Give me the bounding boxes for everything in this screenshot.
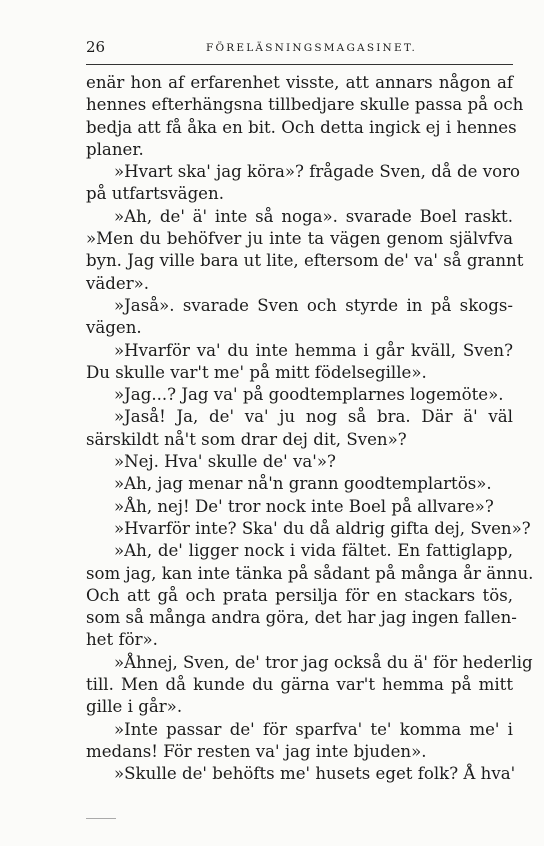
paragraph: [86, 206, 524, 295]
paragraph: [86, 451, 513, 473]
paragraph: [86, 496, 513, 518]
text-line: »Ah, de' ligger nock i vida fältet. En fattiglapp,: [114, 541, 513, 561]
text-line: »Åhnej, Sven, de' tror jag också du ä' för hederlig: [114, 652, 533, 672]
body-text: [86, 72, 534, 786]
text-line: het för».: [86, 630, 158, 650]
paragraph: [86, 340, 513, 385]
text-line: som jag, kan inte tänka på sådant på många år ännu.: [86, 563, 534, 583]
running-title: FÖRELÄSNINGSMAGASINET.: [206, 42, 418, 54]
text-line: på utfartsvägen.: [86, 184, 224, 204]
paragraph: [86, 161, 520, 206]
paragraph: [86, 652, 533, 719]
paragraph: [86, 763, 516, 785]
text-line: »Jaså». svarade Sven och styrde in på skogs-: [114, 295, 513, 315]
paragraph: [86, 72, 524, 161]
text-line: Du skulle var't me' på mitt födelsegille».: [86, 362, 427, 382]
paragraph: [86, 384, 513, 406]
text-line: »Hvart ska' jag köra»? frågade Sven, då de voro: [114, 162, 520, 182]
text-line: medans! För resten va' jag inte bjuden».: [86, 741, 427, 761]
text-line: till. Men då kunde du gärna var't hemma på mitt: [86, 675, 513, 695]
paragraph: [86, 295, 513, 340]
text-line: planer.: [86, 139, 144, 159]
text-line: gille i går».: [86, 697, 183, 717]
text-line: »Skulle de' behöfts me' husets eget folk? Å hva': [114, 764, 516, 784]
text-line: »Ah, de' ä' inte så noga». svarade Boel raskt.: [114, 206, 513, 226]
text-line: »Hvarför va' du inte hemma i går kväll, Sven?: [114, 340, 513, 360]
paragraph: [86, 406, 513, 451]
text-line: »Hvarför inte? Ska' du då aldrig gifta dej, Sven»?: [114, 518, 531, 538]
text-line: »Ah, jag menar nå'n grann goodtemplartös».: [114, 474, 492, 494]
text-line: »Jag...? Jag va' på goodtemplarnes logemöte».: [114, 385, 504, 405]
paragraph: [86, 719, 513, 764]
text-line: »Åh, nej! De' tror nock inte Boel på allvare»?: [114, 496, 494, 516]
text-line: »Jaså! Ja, de' va' ju nog så bra. Där ä' väl: [114, 407, 513, 427]
page-mark: [86, 818, 116, 819]
text-line: bedja att få åka en bit. Och detta ingick ej i hennes: [86, 117, 517, 137]
text-line: »Inte passar de' för sparfva' te' komma me' i: [114, 719, 513, 739]
text-line: enär hon af erfarenhet visste, att annars någon af: [86, 73, 513, 92]
paragraph: [86, 540, 534, 651]
paragraph: [86, 518, 531, 540]
text-line: vägen.: [86, 318, 142, 338]
text-line: särskildt nå't som drar dej dit, Sven»?: [86, 429, 407, 449]
text-line: »Men du behöfver ju inte ta vägen genom självfva: [86, 229, 513, 249]
text-line: väder».: [86, 273, 150, 293]
text-line: som så många andra göra, det har jag ingen fallen-: [86, 608, 517, 628]
page-number: 26: [86, 38, 106, 56]
text-line: »Nej. Hva' skulle de' va'»?: [114, 452, 336, 472]
text-line: Och att gå och prata persilja för en stackars tös,: [86, 585, 513, 605]
header-rule: [86, 64, 513, 65]
text-line: byn. Jag ville bara ut lite, eftersom de' va' så grannt: [86, 251, 524, 271]
text-line: hennes efterhängsna tillbedjare skulle passa på och: [86, 95, 524, 115]
page-header: [86, 38, 513, 60]
paragraph: [86, 473, 513, 495]
